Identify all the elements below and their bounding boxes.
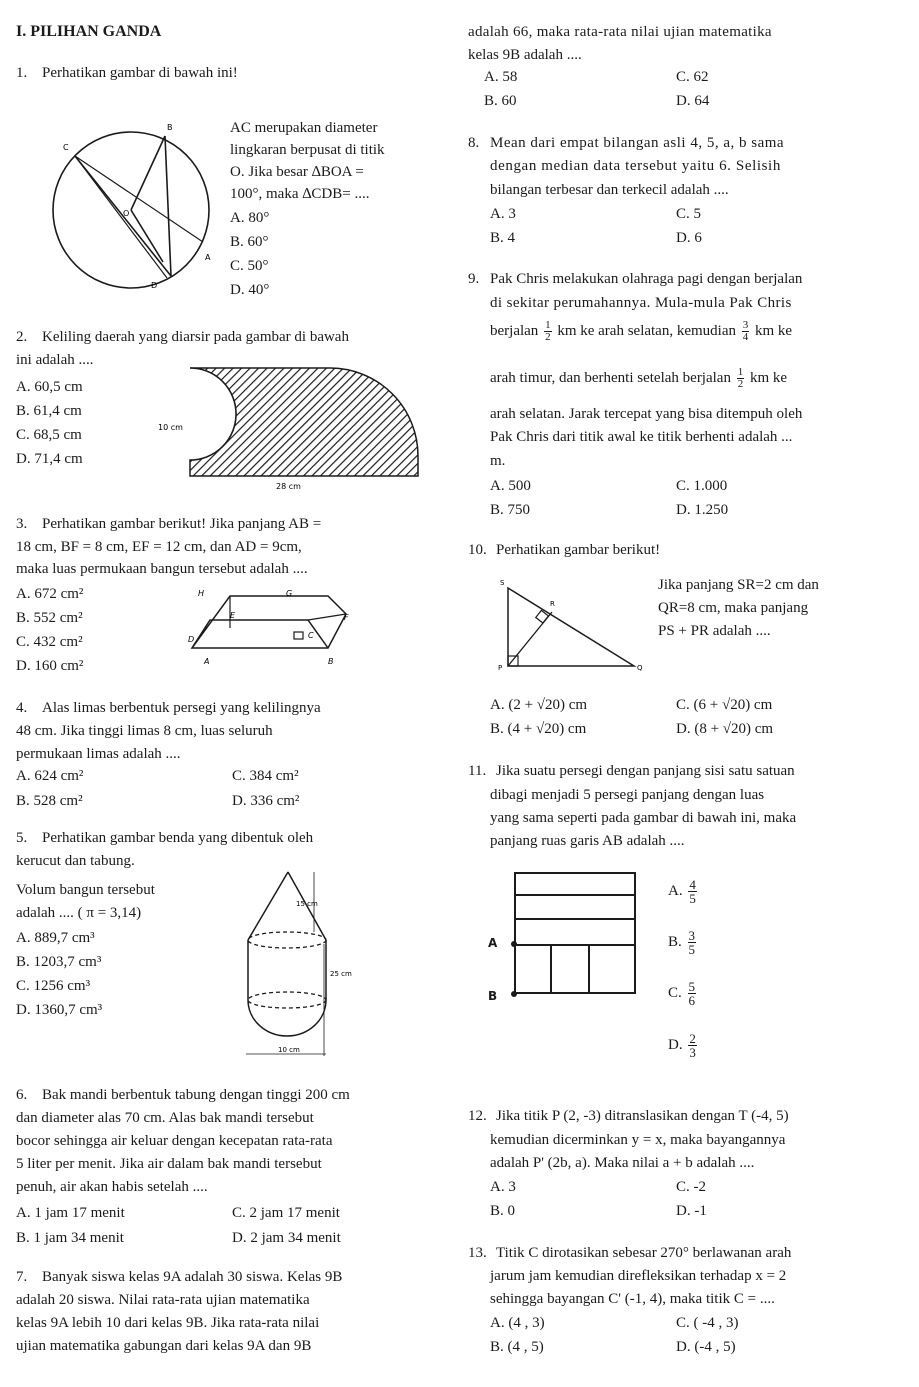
- q5-label-cone: 15 cm: [296, 900, 318, 908]
- q3-label-b: B: [328, 657, 334, 666]
- q10-label-s: S: [500, 579, 505, 587]
- q3-option-a[interactable]: A. 672 cm²: [16, 586, 84, 602]
- q8-stem-2: dengan median data tersebut yaitu 6. Selisih: [490, 158, 781, 174]
- q12-option-a[interactable]: A. 3: [490, 1179, 516, 1195]
- q9-frac-half: $\frac{1}{2}$: [545, 319, 551, 343]
- q11-point-b: [511, 991, 517, 997]
- q2-shaded-figure: [158, 366, 433, 491]
- q6-option-d[interactable]: D. 2 jam 34 menit: [232, 1230, 341, 1246]
- q2-label-bottom: 28 cm: [276, 482, 301, 491]
- q6-number: 6.: [16, 1087, 28, 1103]
- q1-label-c: C: [63, 143, 69, 152]
- q9-walk-2-suffix: km ke: [755, 322, 793, 339]
- q8-option-d[interactable]: D. 6: [676, 230, 702, 246]
- q10-number: 10.: [468, 542, 487, 558]
- q11-label-b: B: [488, 989, 498, 1003]
- q10-option-c[interactable]: C. (6 + √20) cm: [676, 697, 773, 713]
- q10-label-p: P: [498, 664, 503, 672]
- q6-option-a[interactable]: A. 1 jam 17 menit: [16, 1205, 125, 1221]
- q11-number: 11.: [468, 763, 487, 779]
- section-title: I. PILIHAN GANDA: [16, 23, 162, 40]
- q12-stem-1: Jika titik P (2, -3) ditranslasikan dengan T (-4, 5): [496, 1108, 789, 1124]
- q7-option-d[interactable]: D. 64: [676, 93, 710, 109]
- q9-walk-1-prefix: berjalan: [490, 322, 539, 339]
- q11-stem-3: yang sama seperti pada gambar di bawah ini, maka: [490, 810, 797, 826]
- q1-label-b: B: [167, 123, 173, 132]
- q4-number: 4.: [16, 700, 28, 716]
- q1-label-a: A: [205, 253, 211, 262]
- q2-label-side: 10 cm: [158, 423, 183, 432]
- q11-option-a[interactable]: A. $\frac{4}{5}$: [668, 877, 696, 906]
- q5-label-base: 10 cm: [278, 1046, 300, 1054]
- q12-number: 12.: [468, 1108, 487, 1124]
- q7-stem-4: ujian matematika gabungan dari kelas 9A dan 9B: [16, 1338, 312, 1354]
- q10-option-d[interactable]: D. (8 + √20) cm: [676, 721, 774, 737]
- q2-option-b[interactable]: B. 61,4 cm: [16, 403, 82, 419]
- q10-option-b[interactable]: B. (4 + √20) cm: [490, 721, 587, 737]
- q5-stem-1: Perhatikan gambar benda yang dibentuk oleh: [42, 830, 314, 846]
- q1-option-a[interactable]: A. 80°: [230, 210, 270, 226]
- q6-stem-4: 5 liter per menit. Jika air dalam bak mandi tersebut: [16, 1156, 322, 1172]
- q4-option-d[interactable]: D. 336 cm²: [232, 793, 300, 809]
- q7-cont-1: adalah 66, maka rata-rata nilai ujian matematika: [468, 24, 772, 40]
- q11-stem-4: panjang ruas garis AB adalah ....: [490, 833, 685, 849]
- q3-stem-3: maka luas permukaan bangun tersebut adalah ....: [16, 561, 308, 577]
- q3-label-d: D: [188, 635, 195, 644]
- q9-stem-1: Pak Chris melakukan olahraga pagi dengan berjalan: [490, 271, 803, 287]
- q1-text-2: lingkaran berpusat di titik: [230, 142, 385, 158]
- q13-stem-2: jarum jam kemudian direfleksikan terhadap x = 2: [490, 1268, 787, 1284]
- q10-label-q: Q: [637, 664, 643, 672]
- q1-label-d: D: [151, 281, 158, 290]
- q1-option-d[interactable]: D. 40°: [230, 282, 270, 298]
- q10-triangle-figure: [494, 578, 644, 678]
- q9-frac-half-2: $\frac{1}{2}$: [737, 366, 744, 390]
- q10-text-2: QR=8 cm, maka panjang: [658, 600, 809, 616]
- q13-option-c[interactable]: C. ( -4 , 3): [676, 1315, 739, 1331]
- q3-label-a: A: [204, 657, 210, 666]
- q3-prism-figure: [168, 588, 358, 678]
- q1-text-1: AC merupakan diameter: [230, 120, 378, 136]
- q12-option-d[interactable]: D. -1: [676, 1203, 707, 1219]
- q13-option-a[interactable]: A. (4 , 3): [490, 1315, 545, 1331]
- q13-stem-1: Titik C dirotasikan sebesar 270° berlawanan arah: [496, 1245, 792, 1261]
- q9-line-3: [490, 320, 792, 343]
- q9-walk-1-suffix: km ke arah selatan, kemudian: [557, 322, 736, 339]
- q11-stem-2: dibagi menjadi 5 persegi panjang dengan luas: [490, 787, 765, 803]
- q7-option-c[interactable]: C. 62: [676, 69, 709, 85]
- q9-option-b[interactable]: B. 750: [490, 502, 531, 518]
- q9-option-c[interactable]: C. 1.000: [676, 478, 728, 494]
- q9-rest-1: arah selatan. Jarak tercepat yang bisa ditempuh oleh: [490, 406, 803, 422]
- q8-number: 8.: [468, 135, 480, 151]
- q11-point-a: [511, 941, 517, 947]
- q5-stem-2: kerucut dan tabung.: [16, 853, 135, 869]
- q2-stem-2: ini adalah ....: [16, 352, 94, 368]
- q11-label-a: A: [488, 936, 498, 950]
- q11-option-b[interactable]: B. $\frac{3}{5}$: [668, 928, 696, 957]
- q9-option-a[interactable]: A. 500: [490, 478, 531, 494]
- q10-option-a[interactable]: A. (2 + √20) cm: [490, 697, 588, 713]
- q4-stem-2: 48 cm. Jika tinggi limas 8 cm, luas seluruh: [16, 723, 273, 739]
- q9-line-4: [490, 367, 787, 390]
- q5-option-d[interactable]: D. 1360,7 cm³: [16, 1002, 103, 1018]
- q3-option-c[interactable]: C. 432 cm²: [16, 634, 83, 650]
- q8-option-b[interactable]: B. 4: [490, 230, 516, 246]
- q4-option-c[interactable]: C. 384 cm²: [232, 768, 299, 784]
- q2-option-c[interactable]: C. 68,5 cm: [16, 427, 82, 443]
- q5-cone-tube-figure: [226, 872, 376, 1062]
- q3-label-c: C: [308, 631, 314, 640]
- q5-label-tube: 25 cm: [330, 970, 352, 978]
- q12-option-c[interactable]: C. -2: [676, 1179, 706, 1195]
- q2-option-d[interactable]: D. 71,4 cm: [16, 451, 83, 467]
- q11-option-c[interactable]: C. $\frac{5}{6}$: [668, 979, 696, 1008]
- q3-option-b[interactable]: B. 552 cm²: [16, 610, 83, 626]
- q1-text-3: O. Jika besar ∆BOA =: [230, 164, 364, 180]
- q3-label-h: H: [198, 589, 205, 598]
- q13-option-d[interactable]: D. (-4 , 5): [676, 1339, 736, 1355]
- q5-option-c[interactable]: C. 1256 cm³: [16, 978, 91, 994]
- q6-stem-2: dan diameter alas 70 cm. Alas bak mandi tersebut: [16, 1110, 314, 1126]
- q1-stem: Perhatikan gambar di bawah ini!: [42, 65, 238, 81]
- q4-option-a[interactable]: A. 624 cm²: [16, 768, 84, 784]
- q6-stem-5: penuh, air akan habis setelah ....: [16, 1179, 208, 1195]
- q8-stem-1: Mean dari empat bilangan asli 4, 5, a, b sama: [490, 135, 785, 151]
- q3-label-f: F: [344, 613, 349, 622]
- q3-stem-2: 18 cm, BF = 8 cm, EF = 12 cm, dan AD = 9cm,: [16, 539, 302, 555]
- q7-cont-2: kelas 9B adalah ....: [468, 47, 582, 63]
- q13-number: 13.: [468, 1245, 487, 1261]
- q3-label-e: E: [230, 611, 236, 620]
- q1-option-c[interactable]: C. 50°: [230, 258, 269, 274]
- q2-number: 2.: [16, 329, 28, 345]
- q12-stem-3: adalah P' (2b, a). Maka nilai a + b adalah ....: [490, 1155, 755, 1171]
- q11-stem-1: Jika suatu persegi dengan panjang sisi satu satuan: [496, 763, 795, 779]
- q10-stem: Perhatikan gambar berikut!: [496, 542, 661, 558]
- q9-walk-3-suffix: km ke: [749, 369, 788, 386]
- q11-option-d[interactable]: D. $\frac{2}{3}$: [668, 1031, 696, 1060]
- q10-text-1: Jika panjang SR=2 cm dan: [658, 577, 819, 593]
- q1-option-b[interactable]: B. 60°: [230, 234, 269, 250]
- q7-stem-1: Banyak siswa kelas 9A adalah 30 siswa. Kelas 9B: [42, 1269, 343, 1285]
- q13-option-b[interactable]: B. (4 , 5): [490, 1339, 544, 1355]
- q8-option-a[interactable]: A. 3: [490, 206, 516, 222]
- q9-stem-2: di sekitar perumahannya. Mula-mula Pak Chris: [490, 295, 792, 311]
- q9-rest-2: Pak Chris dari titik awal ke titik berhenti adalah ...: [490, 429, 793, 445]
- q1-number: 1.: [16, 65, 28, 81]
- q1-text-4: 100°, maka ∆CDB= ....: [230, 186, 370, 202]
- q5-text-2: adalah .... ( π = 3,14): [16, 905, 142, 921]
- q9-walk-3-prefix: arah timur, dan berhenti setelah berjalan: [490, 369, 731, 386]
- q5-text-1: Volum bangun tersebut: [16, 882, 155, 898]
- q6-option-c[interactable]: C. 2 jam 17 menit: [232, 1205, 340, 1221]
- q3-option-d[interactable]: D. 160 cm²: [16, 658, 84, 674]
- q1-circle-figure: [45, 118, 225, 298]
- q8-stem-3: bilangan terbesar dan terkecil adalah ....: [490, 182, 729, 198]
- q10-label-r: R: [550, 600, 555, 608]
- q5-option-a[interactable]: A. 889,7 cm³: [16, 930, 95, 946]
- q6-stem-3: bocor sehingga air keluar dengan kecepatan rata-rata: [16, 1133, 333, 1149]
- q8-option-c[interactable]: C. 5: [676, 206, 702, 222]
- q5-number: 5.: [16, 830, 28, 846]
- q5-option-b[interactable]: B. 1203,7 cm³: [16, 954, 102, 970]
- q3-stem-1: Perhatikan gambar berikut! Jika panjang AB =: [42, 516, 322, 532]
- q2-stem-1: Keliling daerah yang diarsir pada gambar di bawah: [42, 329, 349, 345]
- q2-option-a[interactable]: A. 60,5 cm: [16, 379, 83, 395]
- q12-stem-2: kemudian dicerminkan y = x, maka bayangannya: [490, 1132, 786, 1148]
- q6-option-b[interactable]: B. 1 jam 34 menit: [16, 1230, 124, 1246]
- q1-label-o: O: [123, 209, 130, 218]
- q7-option-a[interactable]: A. 58: [484, 69, 518, 85]
- q10-text-3: PS + PR adalah ....: [658, 623, 771, 639]
- q4-stem-1: Alas limas berbentuk persegi yang kelilingnya: [42, 700, 321, 716]
- q9-frac-quarter: $\frac{3}{4}$: [742, 319, 749, 343]
- q7-stem-2: adalah 20 siswa. Nilai rata-rata ujian matematika: [16, 1292, 310, 1308]
- q9-number: 9.: [468, 271, 480, 287]
- q7-number: 7.: [16, 1269, 28, 1285]
- q9-option-d[interactable]: D. 1.250: [676, 502, 729, 518]
- q12-option-b[interactable]: B. 0: [490, 1203, 516, 1219]
- q7-option-b[interactable]: B. 60: [484, 93, 517, 109]
- q3-label-g: G: [286, 589, 293, 598]
- q6-stem-1: Bak mandi berbentuk tabung dengan tinggi 200 cm: [42, 1087, 350, 1103]
- q4-stem-3: permukaan limas adalah ....: [16, 746, 181, 762]
- q13-stem-3: sehingga bayangan C' (-1, 4), maka titik C = ....: [490, 1291, 775, 1307]
- q3-number: 3.: [16, 516, 28, 532]
- q4-option-b[interactable]: B. 528 cm²: [16, 793, 83, 809]
- q9-rest-3: m.: [490, 453, 506, 469]
- q7-stem-3: kelas 9A lebih 10 dari kelas 9B. Jika rata-rata nilai: [16, 1315, 320, 1331]
